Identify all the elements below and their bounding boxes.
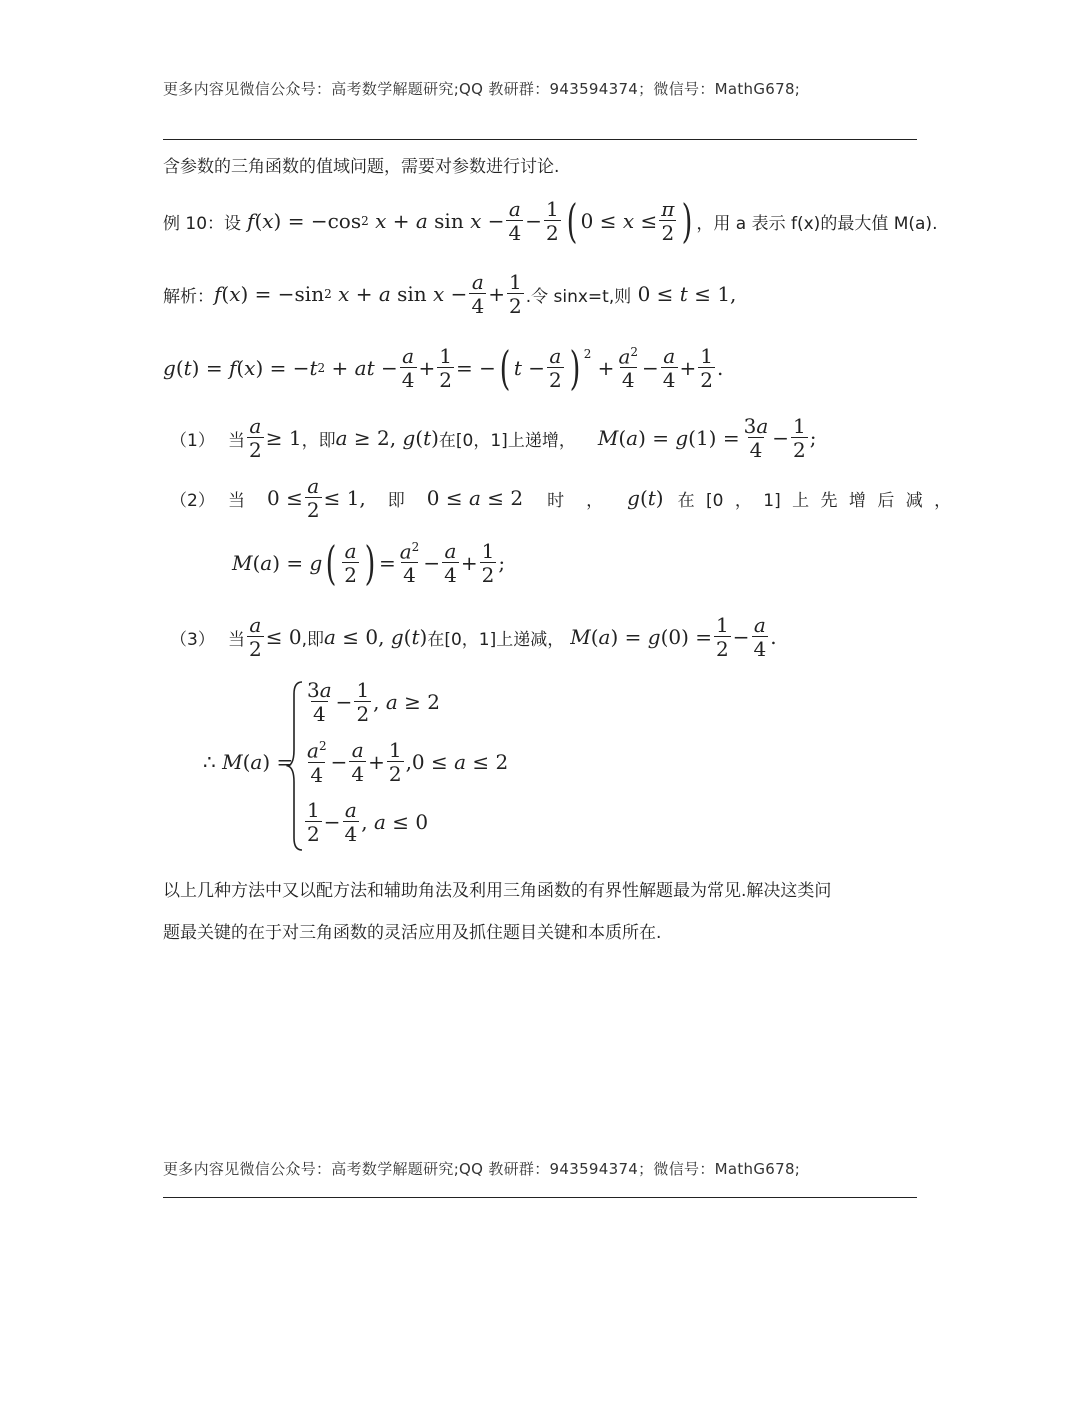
- example-formula: f ( x ) = −cos 2 x + a sin x − $\frac{a}{4}$ − $\frac{1}{2}$ ( 0 ≤ x ≤ $\frac{\pi}{2}$ ): [247, 194, 693, 248]
- footer-rule: [163, 1197, 917, 1198]
- example-10: [163, 194, 938, 248]
- page-footer: 更多内容见微信公众号：高考数学解题研究;QQ 教研群：943594374；微信号：MathG678;: [163, 1160, 801, 1178]
- case-1-num: （1）: [170, 430, 215, 451]
- case-2-desc: 在 [0 ， 1] 上 先 增 后 减 ，: [677, 490, 952, 511]
- case-2-then: 时: [547, 490, 565, 511]
- solution-line: [163, 272, 736, 316]
- solution-sub: .令 sinx=t,则: [525, 286, 632, 307]
- g-definition: g ( t ) = f ( x ) = − t 2 + at − $\frac{a}{4}$ + $\frac{1}{2}$ = − ( t − $\frac{a}{2}$ ) $^2$ + $\frac{a^2}{4}$ − $\frac{a}{4}$ + $\frac{1}{2}$ .: [163, 341, 724, 395]
- case-1-when: 当: [228, 430, 245, 451]
- piecewise-lhs: ∴ M(a) =: [203, 750, 294, 774]
- case-3: （3） 当 $\frac{a}{2}$ ≤ 0 ,即 a ≤ 0, g(t) 在[0，1]上递减， M ( a ) = g (0) = $\frac{1}{2}$ − $\frac{a}{4}$ .: [170, 613, 777, 661]
- piece-3: $\frac{1}{2}$ − $\frac{a}{4}$ , a ≤ 0: [307, 798, 429, 846]
- t-range: 0 ≤ t ≤ 1,: [631, 282, 737, 306]
- case-2-num: （2）: [170, 490, 215, 511]
- case-2-comma: ，: [586, 490, 604, 511]
- example-tail: ，用 a 表示 f(x)的最大值 M(a).: [696, 213, 938, 234]
- solution-formula: f ( x ) = −sin 2 x + a sin x − $\frac{a}{4}$ + $\frac{1}{2}$: [214, 270, 522, 318]
- case-2: （2） 当 0 ≤ $\frac{a}{2}$ ≤ 1, 即 0 ≤ a ≤ 2 时 ， g(t) 在 [0 ， 1] 上 先 增 后 减 ，: [170, 474, 952, 522]
- solution-label: 解析：: [163, 286, 214, 307]
- piece-2: $\frac{a^2}{4}$ − $\frac{a}{4}$ + $\frac{1}{2}$ ,0 ≤ a ≤ 2: [307, 738, 509, 787]
- conclusion-line-2: 题最关键的在于对三角函数的灵活应用及抓住题目关键和本质所在.: [163, 923, 662, 943]
- piece-1: $\frac{3a}{4}$ − $\frac{1}{2}$ , a ≥ 2: [307, 678, 441, 726]
- case-1-desc: 在[0，1]上递增，: [438, 430, 576, 451]
- case-3-ie: ,即: [301, 629, 324, 650]
- case-1-ie: ，即: [301, 430, 336, 451]
- page-header: 更多内容见微信公众号：高考数学解题研究;QQ 教研群：943594374；微信号：MathG678;: [163, 80, 801, 98]
- case-1: （1） 当 $\frac{a}{2}$ ≥ 1 ，即 a ≥ 2, g(t) 在[0，1]上递增， M ( a ) = g (1) = $\frac{3a}{4}$ − $\frac{1}{2}$ ;: [170, 414, 817, 462]
- intro-text: 含参数的三角函数的值域问题，需要对参数进行讨论.: [163, 157, 560, 177]
- case-3-when: 当: [228, 629, 245, 650]
- case-2-when: 当: [228, 490, 245, 511]
- example-label: 例 10：设: [163, 213, 242, 234]
- conclusion-line-1: 以上几种方法中又以配方法和辅助角法及利用三角函数的有界性解题最为常见.解决这类问: [163, 881, 832, 901]
- header-rule: [163, 139, 917, 140]
- case-2-result: M ( a ) = g ( $\frac{a}{2}$ ) = $\frac{a^2}{4}$ − $\frac{a}{4}$ + $\frac{1}{2}$ ;: [232, 536, 506, 590]
- case-2-ie: 即: [387, 490, 405, 511]
- case-3-desc: 在[0，1]上递减，: [427, 629, 565, 650]
- case-3-num: （3）: [170, 629, 215, 650]
